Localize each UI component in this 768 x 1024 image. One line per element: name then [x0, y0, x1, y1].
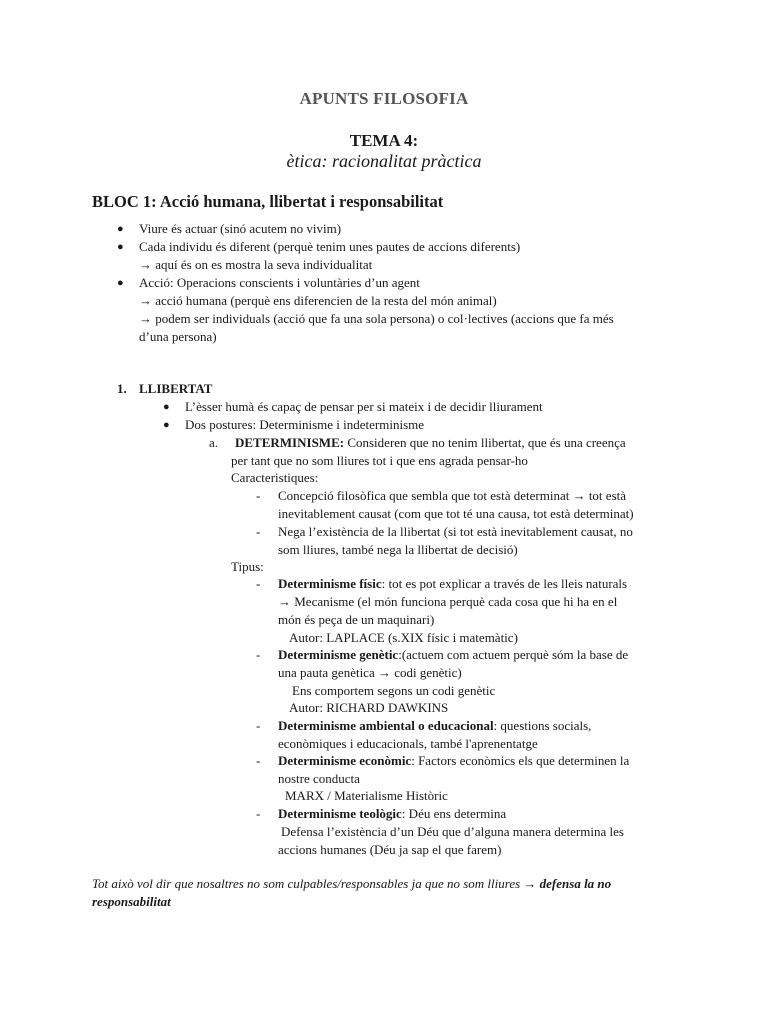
intro-bullet-3-cont: → podem ser individuals (acció que fa una sola persona) o col·lectives (accions que fa més	[139, 311, 614, 326]
tipus-fisic	[278, 575, 627, 593]
tema-subtitle: ètica: racionalitat pràctica	[286, 151, 482, 171]
tipus-label: Tipus:	[231, 559, 264, 574]
tipus-teologic	[278, 805, 506, 823]
tipus-genetic-text: :(actuem com actuem perquè sóm la base de	[398, 647, 629, 662]
tipus-fisic-cont: món és peça de un maquinari)	[278, 612, 435, 627]
bullet-marker: ●	[163, 419, 170, 431]
tipus-economic-cont: nostre conducta	[278, 771, 360, 786]
closing-paragraph	[92, 875, 692, 911]
dash-marker: -	[256, 647, 261, 662]
caracteristiques-label: Caracteristiques:	[231, 470, 319, 485]
dash-marker: -	[256, 488, 261, 503]
list-letter: a.	[209, 435, 219, 450]
bullet-marker: ●	[117, 277, 124, 289]
determinisme-text: Consideren que no tenim llibertat, que és una creença	[344, 435, 626, 450]
caracteristica-1: Concepció filosòfica que sembla que tot està determinat → tot està	[278, 488, 627, 503]
dash-marker: -	[256, 718, 261, 733]
bloc-heading: BLOC 1: Acció humana, llibertat i responsabilitat	[92, 192, 444, 211]
tipus-fisic-cont: → Mecanisme (el món funciona perquè cada cosa que hi ha en el	[278, 594, 618, 609]
tipus-ambiental-text: : questions socials,	[493, 718, 592, 733]
tipus-fisic-text: : tot es pot explicar a través de les lleis naturals	[381, 576, 628, 591]
bullet-marker: ●	[163, 401, 170, 413]
intro-bullet-3: Acció: Operacions conscients i voluntàries d’un agent	[139, 275, 420, 290]
dash-marker: -	[256, 753, 261, 768]
caracteristica-2-cont: som lliures, també nega la llibertat de decisió)	[278, 542, 518, 557]
closing-bold: defensa la no responsabilitat	[92, 876, 612, 909]
tipus-genetic-cont: Ens comportem segons un codi genètic	[292, 683, 496, 698]
tipus-economic	[278, 752, 629, 770]
section-bullet-2: Dos postures: Determinisme i indeterminisme	[185, 417, 425, 432]
tipus-economic-autor: MARX / Materialisme Històric	[285, 788, 448, 803]
tipus-ambiental	[278, 717, 591, 735]
intro-bullet-2-cont: → aquí és on es mostra la seva individualitat	[139, 257, 373, 272]
dash-marker: -	[256, 806, 261, 821]
intro-bullet-1: Viure és actuar (sinó acutem no vivim)	[139, 221, 342, 236]
tipus-ambiental-term: Determinisme ambiental o educacional	[278, 718, 494, 733]
tipus-teologic-cont: Defensa l’existència d’un Déu que d’alguna manera determina les	[281, 824, 624, 839]
tema-title: TEMA 4:	[349, 131, 419, 150]
intro-bullet-3-cont: → acció humana (perquè ens diferencien de la resta del món animal)	[139, 293, 497, 308]
tipus-teologic-text: : Déu ens determina	[401, 806, 507, 821]
bullet-marker: ●	[117, 241, 124, 253]
intro-bullet-2: Cada individu és diferent (perquè tenim unes pautes de accions diferents)	[139, 239, 521, 254]
document-title: APUNTS FILOSOFIA	[299, 89, 469, 108]
tipus-economic-term: Determinisme econòmic	[278, 753, 412, 768]
tipus-economic-text: : Factors econòmics els que determinen la	[411, 753, 630, 768]
caracteristica-1-cont: inevitablement causat (com que tot té una causa, tot està determinat)	[278, 506, 634, 521]
tipus-genetic-autor: Autor: RICHARD DAWKINS	[289, 700, 449, 715]
determinisme-term: DETERMINISME:	[235, 435, 345, 450]
bullet-marker: ●	[117, 223, 124, 235]
determinisme-line	[235, 434, 626, 452]
tipus-genetic-term: Determinisme genètic	[278, 647, 399, 662]
caracteristica-2: Nega l’existència de la llibertat (si tot està inevitablement causat, no	[278, 524, 633, 539]
tipus-genetic	[278, 646, 628, 664]
tipus-fisic-term: Determinisme físic	[278, 576, 382, 591]
determinisme-cont: per tant que no som lliures tot i que ens agrada pensar-ho	[231, 453, 528, 468]
tipus-ambiental-cont: econòmiques i educacionals, també l'aprenentatge	[278, 736, 538, 751]
dash-marker: -	[256, 524, 261, 539]
tipus-teologic-cont: accions humanes (Déu ja sap el que farem)	[278, 842, 502, 857]
section-heading: LLIBERTAT	[139, 381, 213, 396]
tipus-teologic-term: Determinisme teològic	[278, 806, 402, 821]
section-bullet-1: L’èsser humà és capaç de pensar per si mateix i de decidir lliurament	[185, 399, 543, 414]
section-number: 1.	[117, 381, 127, 396]
dash-marker: -	[256, 576, 261, 591]
tipus-fisic-autor: Autor: LAPLACE (s.XIX físic i matemàtic)	[289, 630, 518, 645]
intro-bullet-3-cont: d’una persona)	[139, 329, 217, 344]
closing-italic: Tot això vol dir que nosaltres no som culpables/responsables ja que no som lliures →	[92, 876, 540, 891]
tipus-genetic-cont: una pauta genètica → codi genètic)	[278, 665, 462, 680]
